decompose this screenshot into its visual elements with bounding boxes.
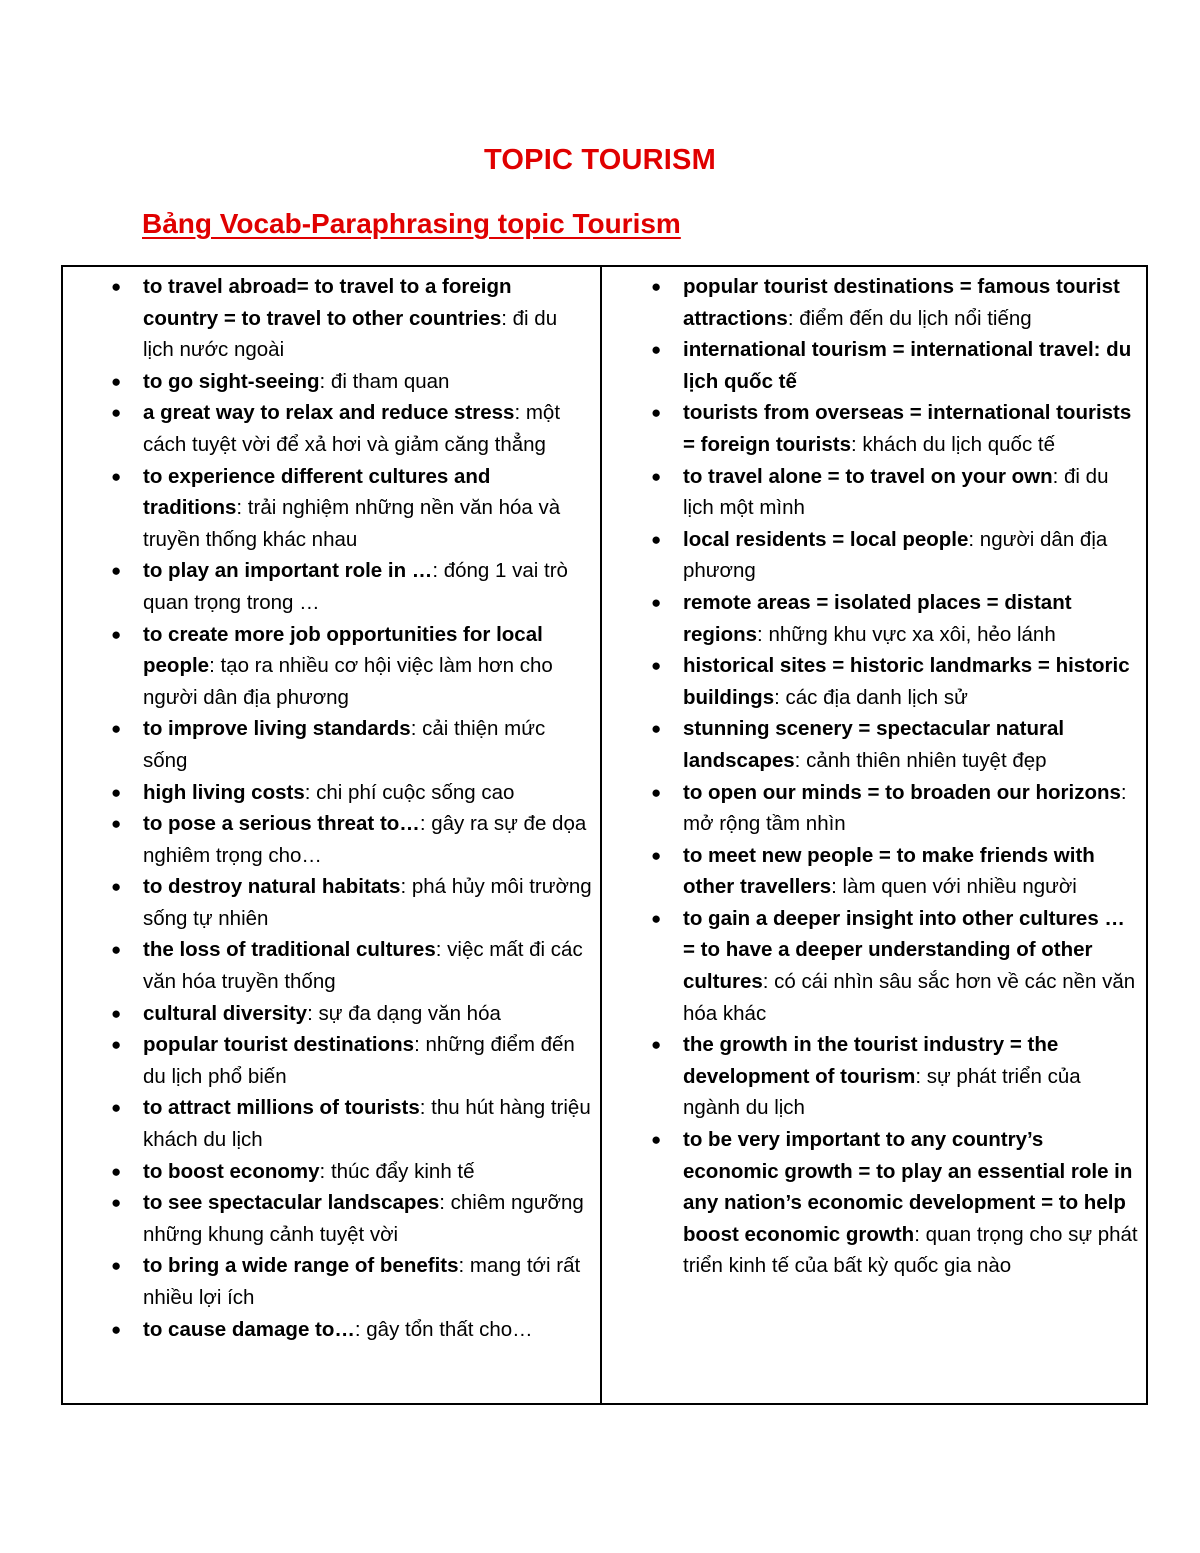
vocab-meaning: : sự phát triển của ngành du lịch: [683, 1064, 1081, 1120]
vocab-meaning: : đi du lịch một mình: [683, 464, 1109, 520]
vocab-term: remote areas = isolated places = distant regions: [683, 590, 1072, 646]
vocab-meaning: : phá hủy môi trường sống tự nhiên: [143, 875, 592, 930]
bullet-icon: ●: [111, 1319, 122, 1339]
vocab-meaning: : tạo ra nhiều cơ hội việc làm hơn cho người dân địa phương: [143, 654, 553, 709]
left-vocab-list: [63, 271, 600, 1345]
bullet-icon: ●: [651, 908, 662, 928]
vocab-meaning: : khách du lịch quốc tế: [851, 432, 1056, 456]
vocab-item: [602, 334, 1146, 397]
vocab-term: local residents = local people: [683, 527, 969, 551]
vocab-item: [602, 650, 1146, 713]
vocab-term: to cause damage to…: [143, 1317, 355, 1341]
vocab-meaning: : đóng 1 vai trò quan trọng trong …: [143, 559, 568, 614]
bullet-icon: ●: [111, 466, 122, 486]
vocab-item: [602, 587, 1146, 650]
vocab-term: a great way to relax and reduce stress: [143, 401, 515, 425]
vocab-term: to boost economy: [143, 1159, 320, 1183]
vocab-term: to bring a wide range of benefits: [143, 1254, 459, 1278]
bullet-icon: ●: [651, 656, 662, 676]
vocab-item: [602, 271, 1146, 334]
bullet-icon: ●: [651, 529, 662, 549]
vocab-item: [602, 713, 1146, 776]
bullet-icon: ●: [111, 561, 122, 581]
vocab-meaning: : chi phí cuộc sống cao: [304, 780, 515, 804]
vocab-item: [602, 903, 1146, 1029]
bullet-icon: ●: [111, 719, 122, 739]
vocab-term: to see spectacular landscapes: [143, 1191, 440, 1215]
vocab-term: stunning scenery = spectacular natural landscapes: [683, 717, 1065, 772]
vocab-term: to travel alone = to travel on your own: [683, 464, 1053, 488]
vocab-meaning: : gây ra sự đe dọa nghiêm trọng cho…: [143, 812, 587, 867]
vocab-item: [602, 397, 1146, 460]
vocab-term: to destroy natural habitats: [143, 875, 401, 899]
vocab-term: to experience different cultures and traditions: [143, 464, 491, 520]
vocab-term: cultural diversity: [143, 1001, 308, 1025]
vocab-meaning: : trải nghiệm những nền văn hóa và truyền thống khác nhau: [143, 496, 561, 551]
bullet-icon: ●: [111, 403, 122, 423]
vocab-item: [63, 713, 600, 776]
vocab-meaning: : thúc đẩy kinh tế: [319, 1159, 475, 1183]
vocab-term: to create more job opportunities for local people: [143, 622, 543, 678]
vocab-meaning: : những điểm đến du lịch phổ biến: [143, 1033, 575, 1088]
vocab-meaning: : việc mất đi các văn hóa truyền thống: [143, 938, 583, 994]
vocab-meaning: : cải thiện mức sống: [143, 717, 546, 772]
bullet-icon: ●: [651, 1035, 662, 1055]
bullet-icon: ●: [111, 277, 122, 296]
page-title: TOPIC TOURISM: [484, 144, 716, 176]
vocab-meaning: : đi du lịch nước ngoài: [143, 306, 558, 362]
right-vocab-list: [602, 271, 1146, 1282]
vocab-meaning: : gây tổn thất cho…: [354, 1317, 533, 1341]
bullet-icon: ●: [111, 1193, 122, 1213]
bullet-icon: ●: [111, 1003, 122, 1023]
vocab-term: high living costs: [143, 780, 305, 804]
vocab-meaning: : quan trọng cho sự phát triển kinh tế của bất kỳ quốc gia nào: [683, 1222, 1138, 1278]
vocab-meaning: : những khu vực xa xôi, hẻo lánh: [757, 622, 1056, 646]
bullet-icon: ●: [111, 877, 122, 897]
vocab-meaning: : mang tới rất nhiều lợi ích: [143, 1254, 581, 1309]
bullet-icon: ●: [651, 1130, 662, 1150]
bullet-icon: ●: [651, 277, 662, 296]
vocab-meaning: : sự đa dạng văn hóa: [307, 1001, 501, 1025]
vocab-meaning: : mở rộng tầm nhìn: [683, 780, 1127, 836]
vocab-item: [63, 1029, 600, 1092]
bullet-icon: ●: [111, 1161, 122, 1181]
vocab-item: [63, 271, 600, 366]
vocab-item: [63, 998, 600, 1030]
vocab-term: to meet new people = to make friends with other travellers: [683, 843, 1095, 899]
vocab-item: [602, 840, 1146, 903]
vocab-term: international tourism = international travel: du lịch quốc tế: [683, 338, 1132, 393]
vocab-item: [63, 555, 600, 618]
vocab-term: the loss of traditional cultures: [143, 938, 436, 962]
bullet-icon: ●: [111, 782, 122, 802]
vocab-term: to improve living standards: [143, 717, 411, 741]
vocab-meaning: : một cách tuyệt vời để xả hơi và giảm căng thẳng: [143, 401, 561, 456]
left-column: [63, 267, 602, 1403]
bullet-icon: ●: [111, 1035, 122, 1055]
vocab-item: [63, 1092, 600, 1155]
vocab-meaning: : các địa danh lịch sử: [774, 685, 968, 709]
vocab-item: [63, 777, 600, 809]
bullet-icon: ●: [111, 1098, 122, 1118]
vocab-term: to pose a serious threat to…: [143, 812, 420, 836]
page-subtitle: Bảng Vocab-Paraphrasing topic Tourism: [142, 208, 681, 239]
vocab-term: popular tourist destinations: [143, 1033, 415, 1057]
vocab-term: historical sites = historic landmarks = historic buildings: [683, 654, 1130, 709]
vocab-item: [602, 1124, 1146, 1282]
vocab-item: [63, 1250, 600, 1313]
vocab-meaning: : chiêm ngưỡng những khung cảnh tuyệt vời: [143, 1191, 584, 1246]
vocab-meaning: : điểm đến du lịch nổi tiếng: [787, 306, 1032, 330]
vocab-meaning: : đi tham quan: [319, 369, 450, 393]
bullet-icon: ●: [651, 592, 662, 612]
vocab-table: [61, 265, 1148, 1405]
vocab-item: [602, 1029, 1146, 1124]
bullet-icon: ●: [651, 782, 662, 802]
bullet-icon: ●: [111, 624, 122, 644]
bullet-icon: ●: [651, 845, 662, 865]
vocab-term: to go sight-seeing: [143, 369, 320, 393]
right-column: [602, 267, 1146, 1403]
vocab-meaning: : thu hút hàng triệu khách du lịch: [143, 1096, 591, 1152]
vocab-term: to attract millions of tourists: [143, 1096, 420, 1120]
vocab-item: [63, 808, 600, 871]
vocab-term: to be very important to any country’s economic growth = to play an essential role in any nation’s economic development = to help boost economic growth: [683, 1128, 1133, 1246]
vocab-meaning: : người dân địa phương: [683, 527, 1108, 583]
vocab-meaning: : có cái nhìn sâu sắc hơn về các nền văn hóa khác: [683, 970, 1136, 1025]
bullet-icon: ●: [651, 719, 662, 739]
vocab-term: to play an important role in …: [143, 559, 433, 583]
bullet-icon: ●: [651, 466, 662, 486]
vocab-item: [63, 1314, 600, 1346]
vocab-item: [63, 934, 600, 997]
vocab-item: [63, 366, 600, 398]
vocab-item: [602, 777, 1146, 840]
vocab-item: [63, 1187, 600, 1250]
vocab-meaning: : cảnh thiên nhiên tuyệt đẹp: [794, 748, 1047, 772]
bullet-icon: ●: [651, 403, 662, 423]
vocab-item: [63, 397, 600, 460]
vocab-term: to travel abroad= to travel to a foreign country = to travel to other countries: [143, 275, 512, 330]
bullet-icon: ●: [111, 1256, 122, 1276]
vocab-term: the growth in the tourist industry = the development of tourism: [683, 1033, 1059, 1088]
bullet-icon: ●: [111, 940, 122, 960]
vocab-item: [602, 524, 1146, 587]
bullet-icon: ●: [111, 814, 122, 834]
vocab-term: popular tourist destinations = famous tourist attractions: [683, 275, 1120, 330]
vocab-term: to gain a deeper insight into other cultures … = to have a deeper understanding of other cultures: [683, 906, 1125, 994]
vocab-item: [63, 619, 600, 714]
vocab-term: to open our minds = to broaden our horizons: [683, 780, 1121, 804]
vocab-item: [63, 1156, 600, 1188]
vocab-item: [602, 461, 1146, 524]
vocab-term: tourists from overseas = international tourists = foreign tourists: [683, 401, 1132, 456]
vocab-item: [63, 871, 600, 934]
bullet-icon: ●: [651, 340, 662, 360]
bullet-icon: ●: [111, 371, 122, 391]
vocab-item: [63, 461, 600, 556]
vocab-meaning: : làm quen với nhiều người: [831, 875, 1077, 899]
